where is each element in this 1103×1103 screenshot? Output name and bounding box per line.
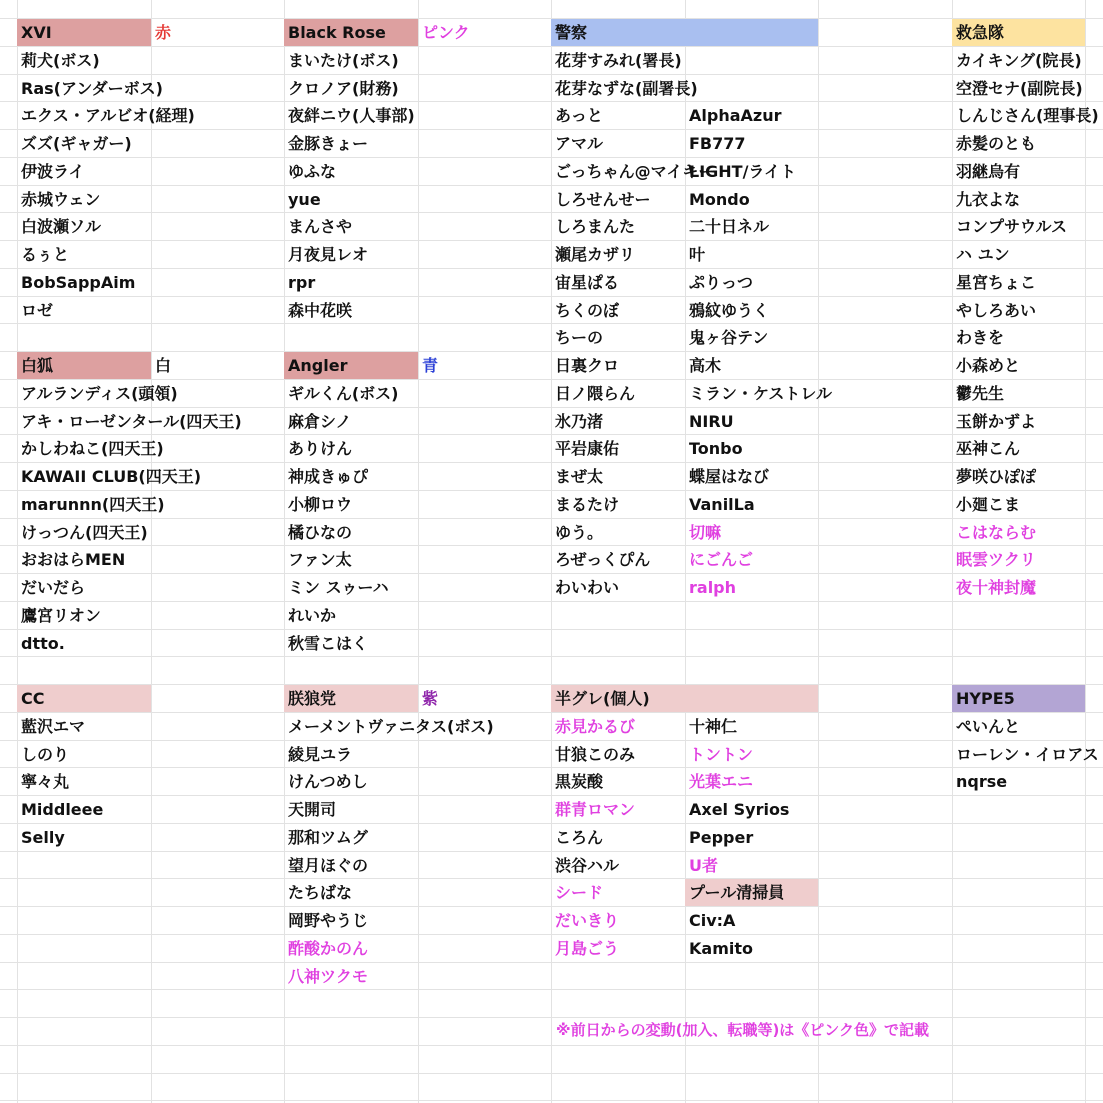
member-cell[interactable]: 森中花咲	[288, 301, 353, 320]
member-cell[interactable]: 花芽すみれ(署長)	[555, 51, 682, 70]
member-cell[interactable]: だいだら	[21, 578, 86, 597]
member-cell[interactable]: しろせんせー	[555, 190, 651, 209]
member-cell[interactable]: 麻倉シノ	[288, 412, 352, 431]
member-cell[interactable]: ちーの	[555, 328, 604, 347]
member-cell[interactable]: ズズ(ギャガー)	[21, 134, 132, 153]
member-cell[interactable]: Middleee	[21, 800, 104, 819]
member-cell[interactable]: 日裏クロ	[555, 356, 620, 375]
member-cell[interactable]: ロゼ	[21, 301, 54, 320]
member-cell[interactable]: 綾見ユラ	[288, 745, 353, 764]
member-cell[interactable]: ミラン・ケストレル	[689, 384, 832, 403]
member-cell[interactable]: ローレン・イロアス	[956, 745, 1099, 764]
member-cell[interactable]: 天開司	[288, 800, 337, 819]
member-cell[interactable]: 望月ほぐの	[288, 856, 369, 875]
member-cell[interactable]: たちばな	[288, 883, 353, 902]
member-cell[interactable]: AlphaAzur	[689, 106, 782, 125]
member-cell[interactable]: ごっちゃん@マイキー	[555, 162, 715, 181]
member-cell[interactable]: 日ノ隈らん	[555, 384, 636, 403]
member-cell[interactable]: ろぜっくぴん	[555, 550, 651, 569]
member-cell[interactable]: けんつめし	[288, 772, 368, 791]
member-cell[interactable]: nqrse	[956, 772, 1008, 791]
member-cell[interactable]: 莉犬(ボス)	[21, 51, 100, 70]
member-cell[interactable]: れいか	[288, 606, 337, 625]
member-cell[interactable]: トントン	[689, 745, 754, 764]
member-cell[interactable]: 羽継烏有	[956, 162, 1021, 181]
member-cell[interactable]: 渋谷ハル	[555, 856, 620, 875]
member-cell[interactable]: BobSappAim	[21, 273, 136, 292]
member-cell[interactable]: コンプサウルス	[956, 217, 1068, 236]
group-color-tag-chinroutou[interactable]: 紫	[422, 689, 439, 708]
member-cell[interactable]: ゆう。	[555, 523, 604, 542]
member-cell[interactable]: 群青ロマン	[555, 800, 636, 819]
group-header-cc[interactable]: CC	[17, 685, 151, 712]
group-header-pool[interactable]: プール清掃員	[685, 879, 818, 906]
member-cell[interactable]: Axel Syrios	[689, 800, 790, 819]
member-cell[interactable]: ralph	[689, 578, 737, 597]
member-cell[interactable]: 寧々丸	[21, 772, 70, 791]
member-cell[interactable]: 岡野やうじ	[288, 911, 369, 930]
member-cell[interactable]: U者	[689, 856, 718, 875]
member-cell[interactable]: 二十日ネル	[689, 217, 770, 236]
member-cell[interactable]: しろまんた	[555, 217, 636, 236]
member-cell[interactable]: 赤髪のとも	[956, 134, 1037, 153]
member-cell[interactable]: こはならむ	[956, 523, 1037, 542]
member-cell[interactable]: 鴉紋ゆうく	[689, 301, 770, 320]
member-cell[interactable]: 橘ひなの	[288, 523, 353, 542]
member-cell[interactable]: 夜絆ニウ(人事部)	[288, 106, 415, 125]
member-cell[interactable]: 高木	[689, 356, 722, 375]
group-header-hangure[interactable]: 半グレ(個人)	[551, 685, 818, 712]
member-cell[interactable]: 赤城ウェン	[21, 190, 101, 209]
member-cell[interactable]: 眠雲ツクリ	[956, 550, 1036, 569]
member-cell[interactable]: dtto.	[21, 634, 65, 653]
member-cell[interactable]: ファン太	[288, 550, 352, 569]
member-cell[interactable]: 蝶屋はなび	[689, 467, 770, 486]
member-cell[interactable]: VanilLa	[689, 495, 755, 514]
member-cell[interactable]: あっと	[555, 106, 603, 125]
member-cell[interactable]: ありけん	[288, 439, 353, 458]
group-header-ems[interactable]: 救急隊	[952, 19, 1085, 46]
member-cell[interactable]: 黒炭酸	[555, 772, 604, 791]
group-color-tag-angler[interactable]: 青	[422, 356, 439, 375]
member-cell[interactable]: カイキング(院長)	[956, 51, 1082, 70]
member-cell[interactable]: 月夜見レオ	[288, 245, 369, 264]
member-cell[interactable]: 夜十神封魔	[956, 578, 1037, 597]
member-cell[interactable]: 鬱先生	[956, 384, 1005, 403]
member-cell[interactable]: メーメントヴァニタス(ボス)	[288, 717, 494, 736]
member-cell[interactable]: ちくのぼ	[555, 301, 620, 320]
member-cell[interactable]: 光葉エニ	[689, 772, 754, 791]
member-cell[interactable]: 小森めと	[956, 356, 1021, 375]
member-cell[interactable]: 八神ツクモ	[288, 967, 368, 986]
member-cell[interactable]: 鷹宮リオン	[21, 606, 101, 625]
member-cell[interactable]: ハ ユン	[956, 245, 1010, 264]
member-cell[interactable]: ミン スゥーハ	[288, 578, 389, 597]
member-cell[interactable]: Mondo	[689, 190, 750, 209]
member-cell[interactable]: 切嘛	[689, 523, 722, 542]
member-cell[interactable]: わいわい	[555, 578, 620, 597]
member-cell[interactable]: 空澄セナ(副院長)	[956, 79, 1083, 98]
member-cell[interactable]: やしろあい	[956, 301, 1037, 320]
member-cell[interactable]: クロノア(財務)	[288, 79, 399, 98]
member-cell[interactable]: アキ・ローゼンタール(四天王)	[21, 412, 242, 431]
group-header-chinroutou[interactable]: 朕狼党	[284, 685, 418, 712]
member-cell[interactable]: シード	[555, 883, 604, 902]
member-cell[interactable]: 赤見かるび	[555, 717, 636, 736]
group-header-police[interactable]: 警察	[551, 19, 818, 46]
member-cell[interactable]: 氷乃渚	[555, 412, 604, 431]
member-cell[interactable]: しんじさん(理事長)	[956, 106, 1099, 125]
change-legend-note: ※前日からの変動(加入、転職等)は《ピンク色》で記載	[556, 1021, 929, 1039]
member-cell[interactable]: Tonbo	[689, 439, 743, 458]
member-cell[interactable]: 伊波ライ	[21, 162, 85, 181]
member-cell[interactable]: FB777	[689, 134, 746, 153]
group-header-angler[interactable]: Angler	[284, 352, 418, 379]
member-cell[interactable]: ころん	[555, 828, 604, 847]
group-color-tag-blackrose[interactable]: ピンク	[422, 23, 470, 42]
group-color-tag-xvi[interactable]: 赤	[155, 23, 172, 42]
member-cell[interactable]: 甘狼このみ	[555, 745, 636, 764]
member-cell[interactable]: 金豚きょー	[288, 134, 369, 153]
member-cell[interactable]: Selly	[21, 828, 65, 847]
member-cell[interactable]: ぺいんと	[956, 717, 1021, 736]
member-cell[interactable]: KAWAII CLUB(四天王)	[21, 467, 202, 486]
member-cell[interactable]: NIRU	[689, 412, 734, 431]
member-cell[interactable]: だいきり	[555, 911, 620, 930]
member-cell[interactable]: にごんご	[689, 550, 754, 569]
member-cell[interactable]: わきを	[956, 328, 1005, 347]
group-color-tag-shirokitsune[interactable]: 白	[155, 356, 172, 375]
member-cell[interactable]: 平岩康佑	[555, 439, 620, 458]
member-cell[interactable]: 月島ごう	[555, 939, 620, 958]
member-cell[interactable]: 鬼ヶ谷テン	[689, 328, 769, 347]
member-cell[interactable]: 宙星ぱる	[555, 273, 620, 292]
member-cell[interactable]: 那和ツムグ	[288, 828, 368, 847]
member-cell[interactable]: しのり	[21, 745, 70, 764]
member-cell[interactable]: ぷりっつ	[689, 273, 754, 292]
member-cell[interactable]: 九衣よな	[956, 190, 1021, 209]
member-cell[interactable]: かしわねこ(四天王)	[21, 439, 164, 458]
member-cell[interactable]: るぅと	[21, 245, 70, 264]
member-cell[interactable]: 小廻こま	[956, 495, 1021, 514]
member-cell[interactable]: 瀬尾カザリ	[555, 245, 636, 264]
member-cell[interactable]: まぜ太	[555, 467, 604, 486]
member-cell[interactable]: まるたけ	[555, 495, 620, 514]
member-cell[interactable]: エクス・アルビオ(経理)	[21, 106, 195, 125]
group-header-blackrose[interactable]: Black Rose	[284, 19, 418, 46]
member-cell[interactable]: アマル	[555, 134, 604, 153]
member-cell[interactable]: Kamito	[689, 939, 753, 958]
group-header-hype5[interactable]: HYPE5	[952, 685, 1085, 712]
member-cell[interactable]: 夢咲ひぽぽ	[956, 467, 1037, 486]
member-cell[interactable]: まいたけ(ボス)	[288, 51, 399, 70]
member-cell[interactable]: 白波瀬ソル	[21, 217, 102, 236]
member-cell[interactable]: yue	[288, 190, 321, 209]
member-cell[interactable]: Pepper	[689, 828, 754, 847]
group-header-shirokitsune[interactable]: 白狐	[17, 352, 151, 379]
member-cell[interactable]: rpr	[288, 273, 316, 292]
group-header-xvi[interactable]: XVI	[17, 19, 151, 46]
member-cell[interactable]: 叶	[689, 245, 706, 264]
member-cell[interactable]: 藍沢エマ	[21, 717, 86, 736]
member-cell[interactable]: 小柳ロウ	[288, 495, 353, 514]
member-cell[interactable]: おおはらMEN	[21, 550, 126, 569]
member-cell[interactable]: アルランディス(頭領)	[21, 384, 178, 403]
member-cell[interactable]: 秋雪こはく	[288, 634, 369, 653]
member-cell[interactable]: 巫神こん	[956, 439, 1021, 458]
member-cell[interactable]: marunnn(四天王)	[21, 495, 165, 514]
member-cell[interactable]: ゆふな	[288, 162, 337, 181]
member-cell[interactable]: Civ:A	[689, 911, 736, 930]
member-cell[interactable]: ギルくん(ボス)	[288, 384, 399, 403]
member-cell[interactable]: 神成きゅぴ	[288, 467, 369, 486]
member-cell[interactable]: 十神仁	[689, 717, 738, 736]
member-cell[interactable]: まんさや	[288, 217, 353, 236]
member-cell[interactable]: けっつん(四天王)	[21, 523, 148, 542]
member-cell[interactable]: LIGHT/ライト	[689, 162, 796, 181]
member-cell[interactable]: 星宮ちょこ	[956, 273, 1037, 292]
member-cell[interactable]: 玉餅かずよ	[956, 412, 1037, 431]
member-cell[interactable]: 酢酸かのん	[288, 939, 369, 958]
member-cell[interactable]: 花芽なずな(副署長)	[555, 79, 698, 98]
member-cell[interactable]: Ras(アンダーボス)	[21, 79, 163, 98]
